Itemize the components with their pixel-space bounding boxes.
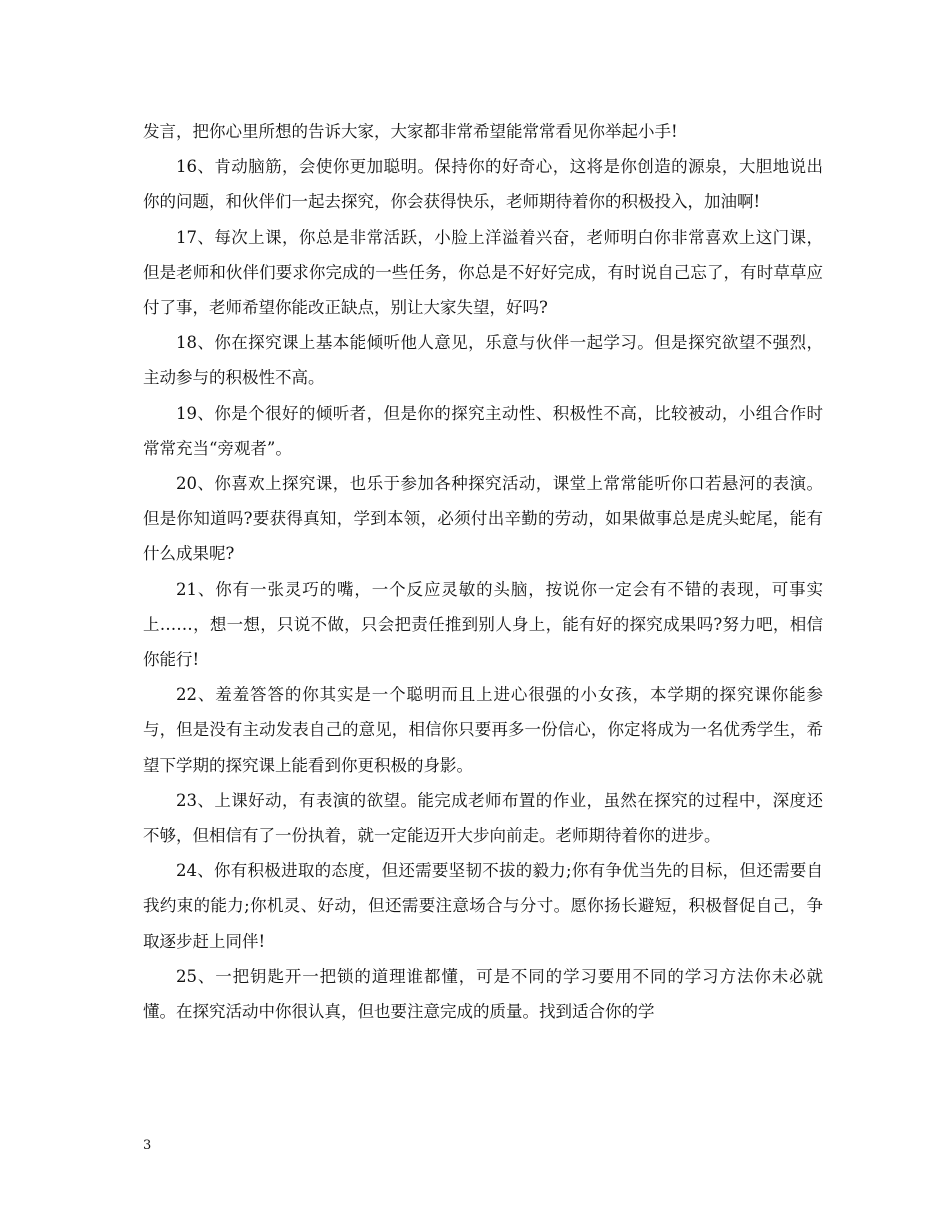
paragraph-17: 17、每次上课，你总是非常活跃，小脸上洋溢着兴奋，老师明白你非常喜欢上这门课，但是老师和伙伴们要求你完成的一些任务，你总是不好好完成，有时说自己忘了，有时草草应付了事，老师希望你能改正缺点，别让大家失望，好吗? xyxy=(143,227,823,318)
page-number: 3 xyxy=(143,1138,152,1153)
paragraph-21: 21、你有一张灵巧的嘴，一个反应灵敏的头脑，按说你一定会有不错的表现，可事实上……，想一想，只说不做，只会把责任推到别人身上，能有好的探究成果吗?努力吧，相信你能行! xyxy=(143,579,823,670)
paragraph-25: 25、一把钥匙开一把锁的道理谁都懂，可是不同的学习要用不同的学习方法你未必就懂。在探究活动中你很认真，但也要注意完成的质量。找到适合你的学 xyxy=(143,966,823,1022)
paragraph-23: 23、上课好动，有表演的欲望。能完成老师布置的作业，虽然在探究的过程中，深度还不够，但相信有了一份执着，就一定能迈开大步向前走。老师期待着你的进步。 xyxy=(143,790,823,846)
paragraph-18: 18、你在探究课上基本能倾听他人意见，乐意与伙伴一起学习。但是探究欲望不强烈，主动参与的积极性不高。 xyxy=(143,333,823,388)
paragraph-continuation: 发言，把你心里所想的告诉大家，大家都非常希望能常常看见你举起小手! xyxy=(143,122,678,141)
paragraph-16: 16、肯动脑筋，会使你更加聪明。保持你的好奇心，这将是你创造的源泉，大胆地说出你的问题，和伙伴们一起去探究，你会获得快乐，老师期待着你的积极投入，加油啊! xyxy=(143,157,823,212)
paragraph-24: 24、你有积极进取的态度，但还需要坚韧不拔的毅力;你有争优当先的目标，但还需要自我约束的能力;你机灵、好动，但还需要注意场合与分寸。愿你扬长避短，积极督促自己，争取逐步赶上同伴! xyxy=(143,861,823,951)
paragraph-19: 19、你是个很好的倾听者，但是你的探究主动性、积极性不高，比较被动，小组合作时常常充当“旁观者”。 xyxy=(143,403,823,458)
paragraph-22: 22、羞羞答答的你其实是一个聪明而且上进心很强的小女孩，本学期的探究课你能参与，但是没有主动发表自己的意见，相信你只要再多一份信心，你定将成为一名优秀学生，希望下学期的探究课上能看到你更积极的身影。 xyxy=(143,685,823,775)
paragraph-20: 20、你喜欢上探究课，也乐于参加各种探究活动，课堂上常常能听你口若悬河的表演。但是你知道吗?要获得真知，学到本领，必须付出辛勤的劳动，如果做事总是虎头蛇尾，能有什么成果呢? xyxy=(143,474,823,564)
document-body xyxy=(143,114,823,1029)
